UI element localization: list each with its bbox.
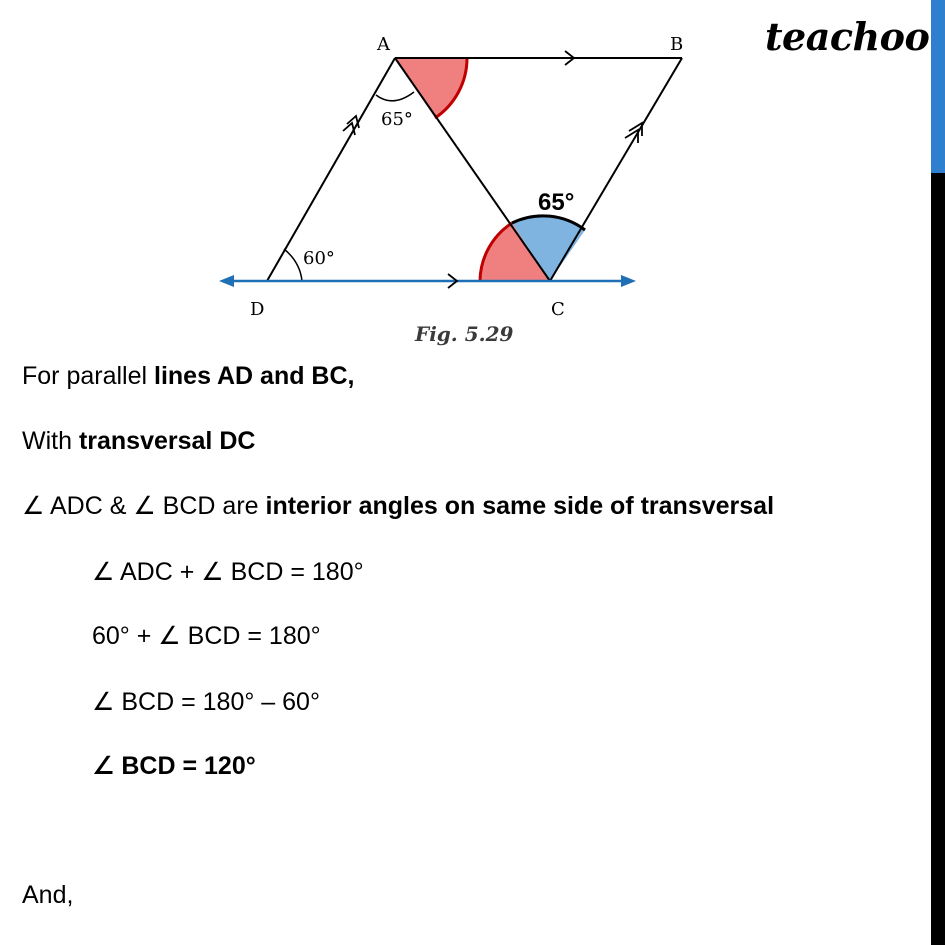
point-label-C: C xyxy=(551,299,565,320)
parallel-marker-AD-1 xyxy=(343,123,355,135)
point-label-B: B xyxy=(670,34,684,55)
angle-D-arc xyxy=(284,249,302,281)
angle-DAC-arc xyxy=(376,92,414,101)
text-line-2: With transversal DC xyxy=(22,427,256,455)
figure-caption: Fig. 5.29 xyxy=(415,322,514,346)
text-line-5: 60° + ∠ BCD = 180° xyxy=(92,622,321,650)
text-line-6: ∠ BCD = 180° – 60° xyxy=(92,688,320,716)
line-AC xyxy=(395,58,550,281)
point-label-A: A xyxy=(377,34,390,55)
left-arrowhead xyxy=(219,275,234,287)
text-line-3: ∠ ADC & ∠ BCD are interior angles on same side of transversal xyxy=(22,492,775,520)
parallelogram-figure xyxy=(0,0,945,350)
text-line-8: And, xyxy=(22,881,74,909)
text-line-1: For parallel lines AD and BC, xyxy=(22,362,355,390)
text-line-4: ∠ ADC + ∠ BCD = 180° xyxy=(92,558,364,586)
angle-C-label: 65° xyxy=(538,189,575,216)
line-BC xyxy=(550,58,682,281)
teachoo-logo: teachoo xyxy=(765,14,930,59)
angle-D-label: 60° xyxy=(303,248,335,269)
right-arrowhead xyxy=(621,275,636,287)
angle-A-label: 65° xyxy=(381,109,413,130)
text-line-7: ∠ BCD = 120° xyxy=(92,752,256,780)
point-label-D: D xyxy=(250,299,265,320)
